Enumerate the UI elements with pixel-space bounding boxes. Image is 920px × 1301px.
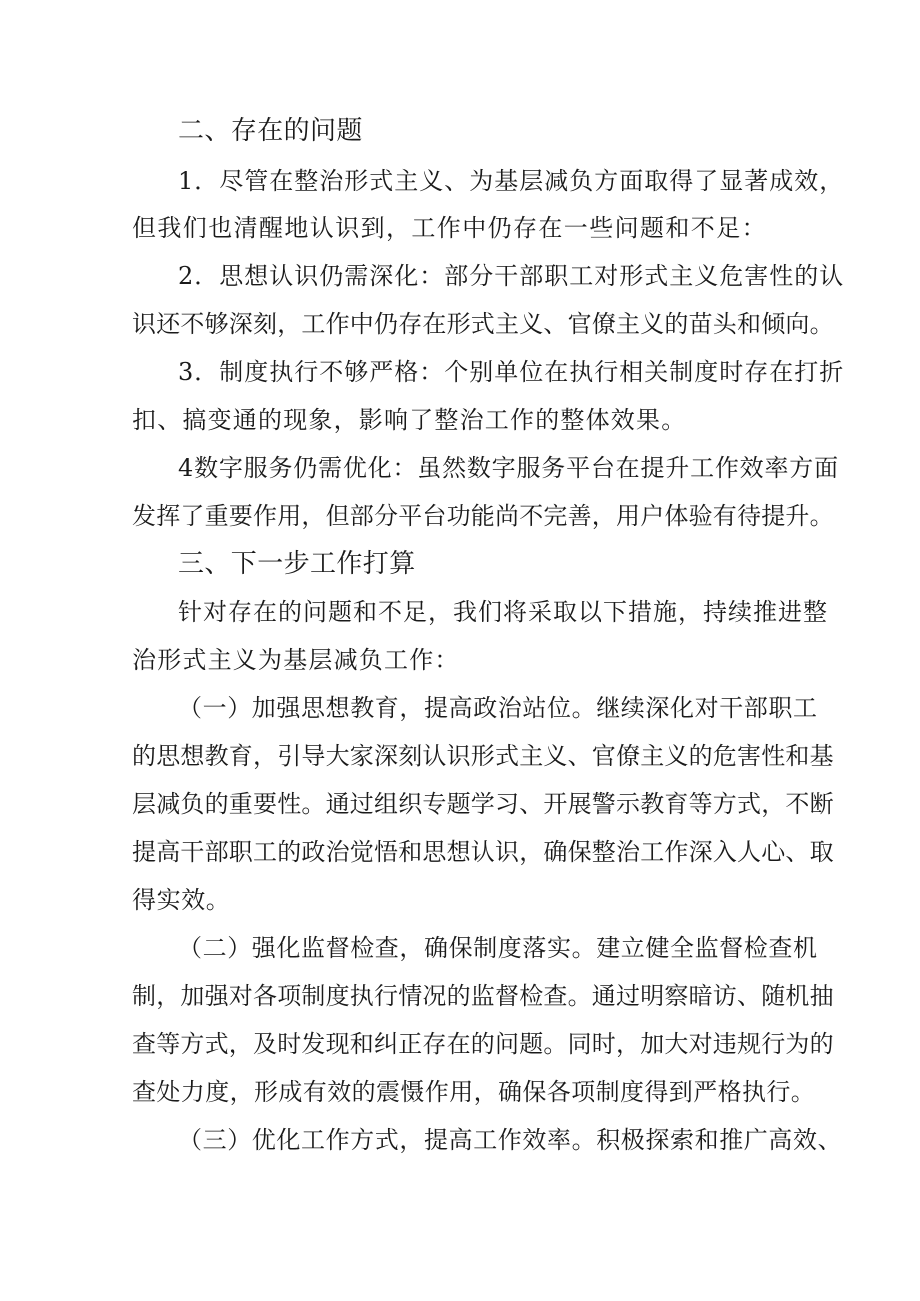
measure-1-line-4: 提高干部职工的政治觉悟和思想认识，确保整治工作深入人心、取: [132, 838, 834, 866]
section-heading-problems: 二、存在的问题: [178, 116, 363, 146]
intro-line-1: 针对存在的问题和不足，我们将采取以下措施，持续推进整: [178, 598, 828, 626]
measure-1-line-1: （一）加强思想教育，提高政治站位。继续深化对干部职工: [178, 694, 818, 722]
problem-4-line-1: 4数字服务仍需优化：虽然数字服务平台在提升工作效率方面: [178, 454, 839, 482]
measure-2-line-2: 制，加强对各项制度执行情况的监督检查。通过明察暗访、随机抽: [132, 982, 834, 1010]
measure-3-line-1: （三）优化工作方式，提高工作效率。积极探索和推广高效、: [178, 1126, 843, 1154]
problem-1-line-2: 但我们也清醒地认识到，工作中仍存在一些问题和不足：: [132, 214, 767, 242]
measure-1-line-2: 的思想教育，引导大家深刻认识形式主义、官僚主义的危害性和基: [132, 742, 834, 770]
intro-line-2: 治形式主义为基层减负工作：: [132, 646, 460, 674]
measure-2-line-1: （二）强化监督检查，确保制度落实。建立健全监督检查机: [178, 934, 818, 962]
measure-2-line-4: 查处力度，形成有效的震慑作用，确保各项制度得到严格执行。: [132, 1078, 816, 1106]
problem-2-line-2: 识还不够深刻，工作中仍存在形式主义、官僚主义的苗头和倾向。: [132, 310, 834, 338]
section-heading-next-steps: 三、下一步工作打算: [178, 549, 416, 579]
measure-1-line-5: 得实效。: [132, 886, 231, 914]
problem-3-line-1: 3．制度执行不够严格：个别单位在执行相关制度时存在打折: [178, 358, 845, 386]
measure-1-line-3: 层减负的重要性。通过组织专题学习、开展警示教育等方式，不断: [132, 790, 834, 818]
problem-3-line-2: 扣、搞变通的现象，影响了整治工作的整体效果。: [132, 406, 687, 434]
problem-2-line-1: 2．思想认识仍需深化：部分干部职工对形式主义危害性的认: [178, 262, 845, 290]
measure-2-line-3: 查等方式，及时发现和纠正存在的问题。同时，加大对违规行为的: [132, 1030, 834, 1058]
problem-4-line-2: 发挥了重要作用，但部分平台功能尚不完善，用户体验有待提升。: [132, 502, 834, 530]
problem-1-line-1: 1．尽管在整治形式主义、为基层减负方面取得了显著成效，: [178, 167, 845, 195]
